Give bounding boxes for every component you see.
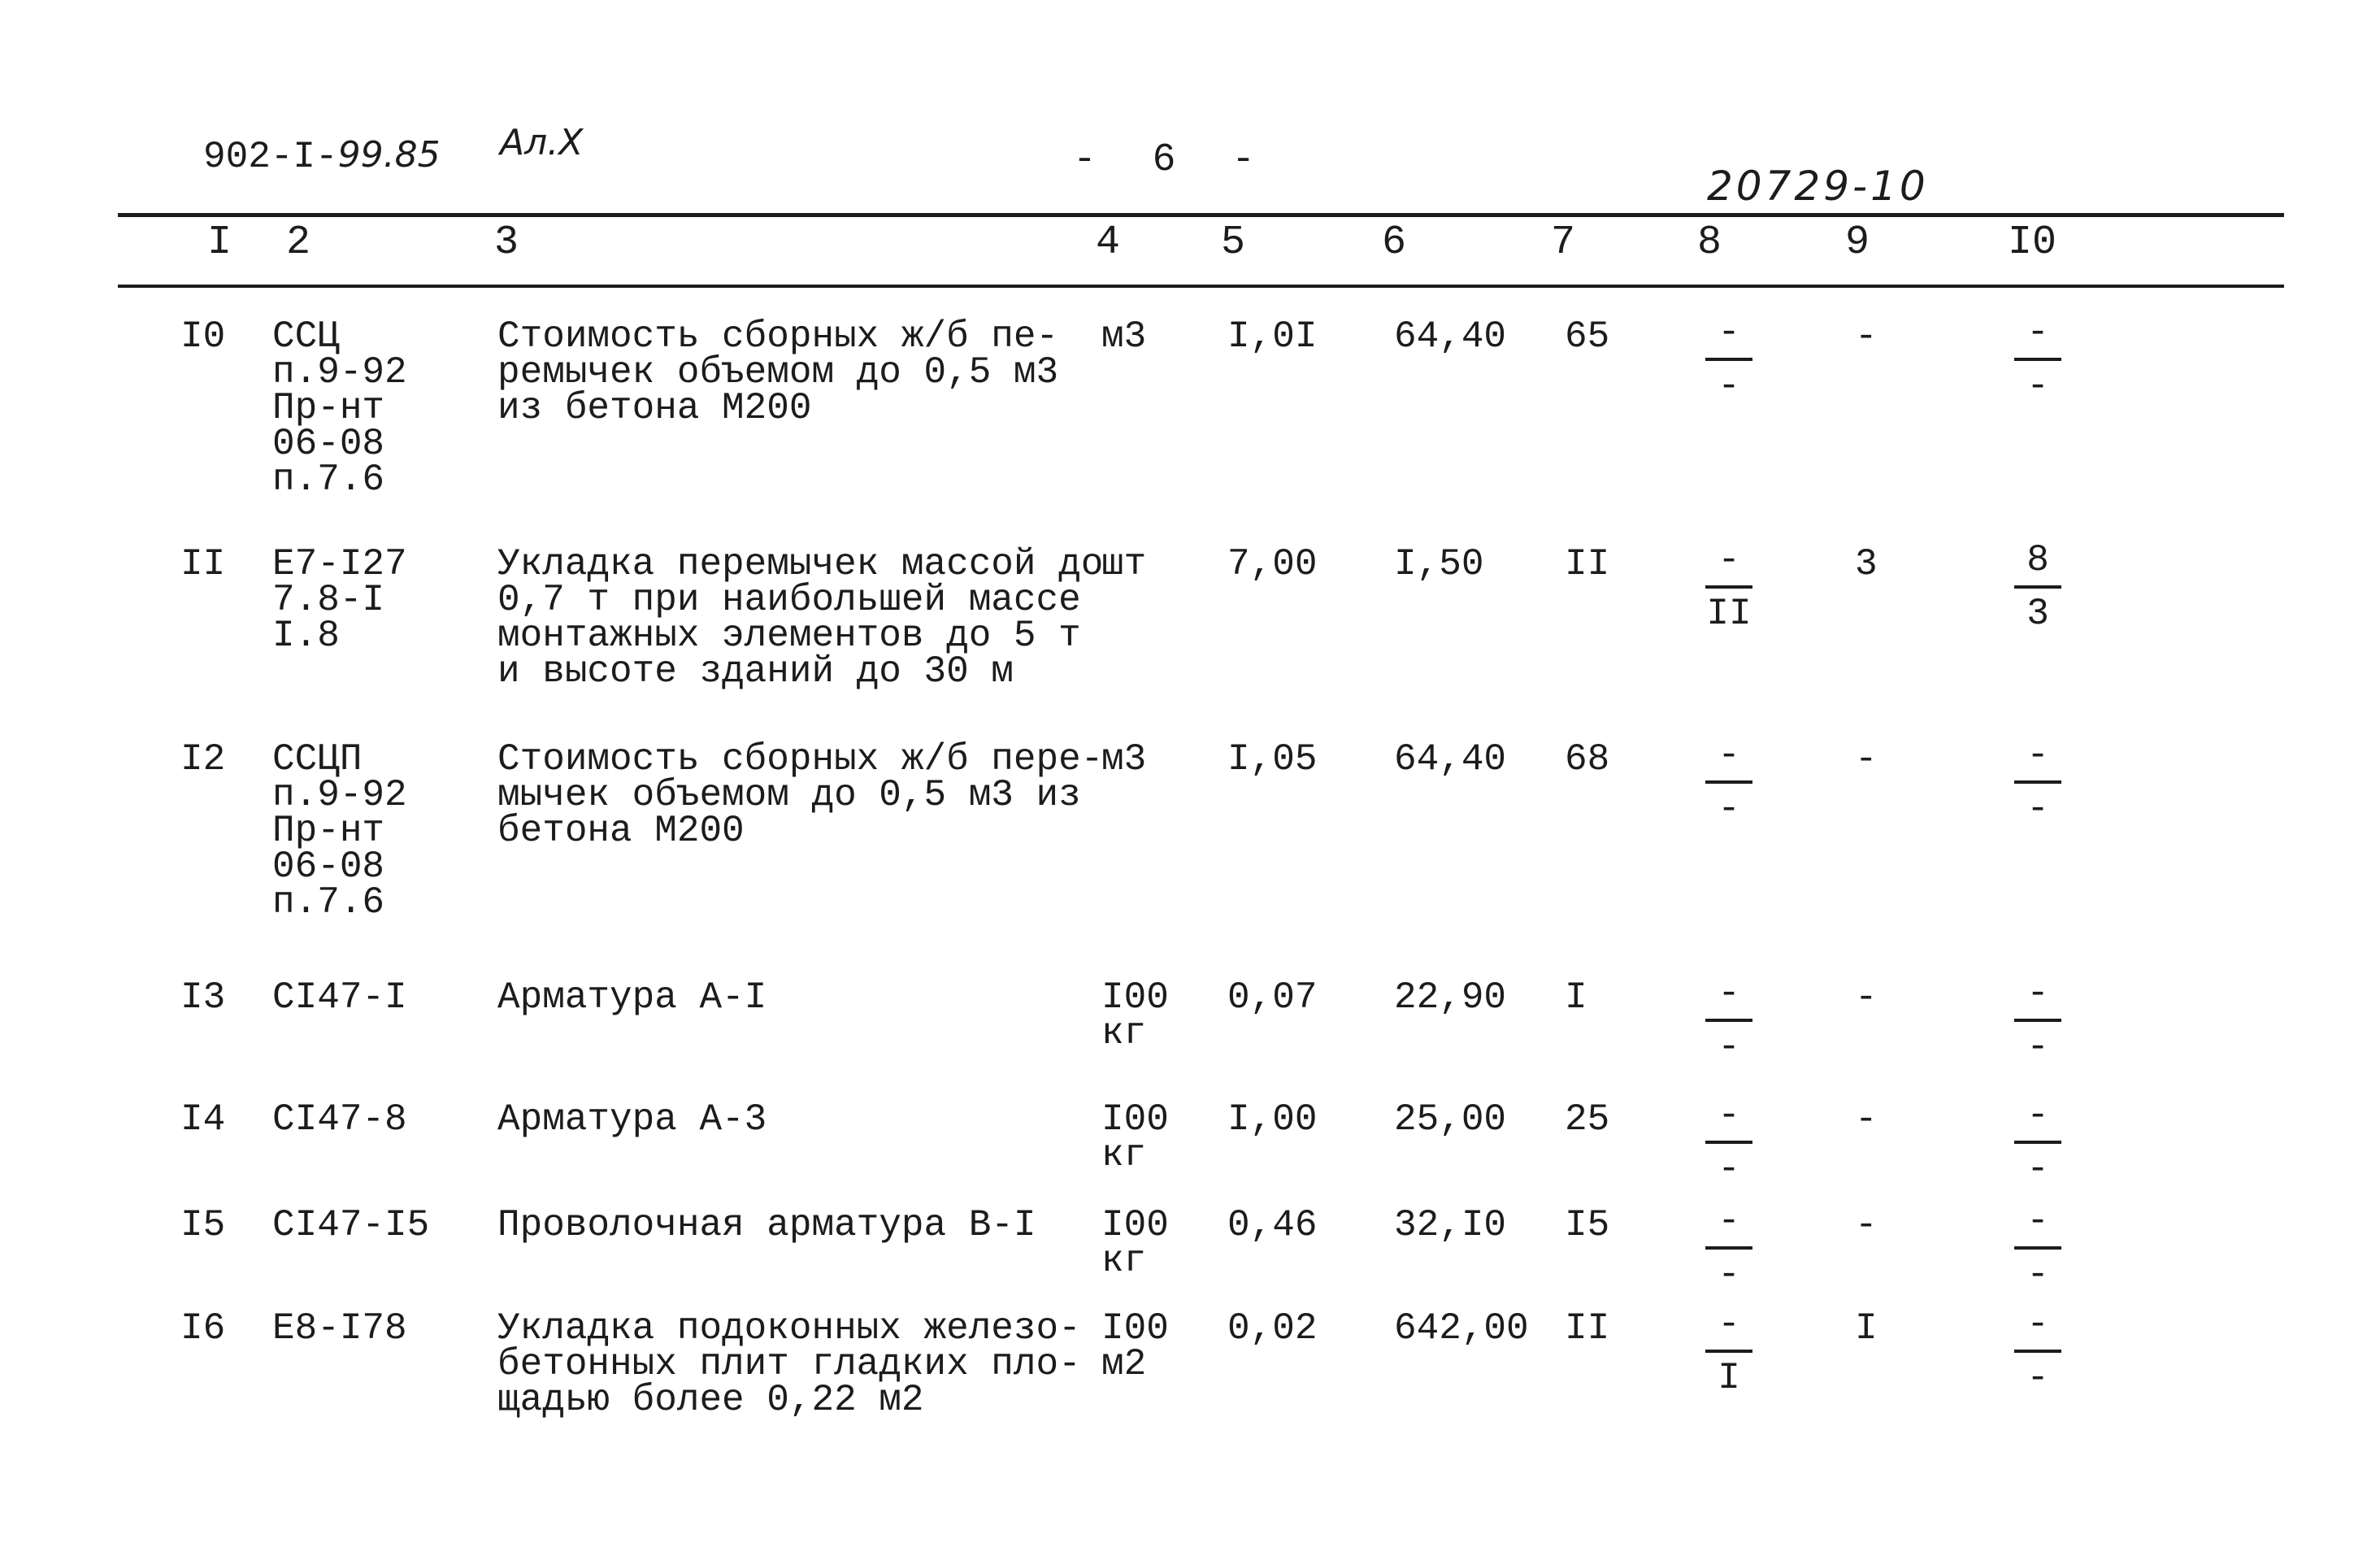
row-number: I6 — [180, 1307, 226, 1350]
row-total: I5 — [1565, 1204, 1610, 1246]
row-col9: I — [1855, 1307, 1878, 1350]
row-col8-fraction — [1700, 541, 1757, 633]
row-col8-fraction-numerator: - — [1718, 972, 1740, 1015]
column-header-6: 6 — [1382, 220, 1407, 266]
row-col10-fraction-denominator: - — [2026, 1357, 2049, 1399]
row-col8-fraction-numerator: - — [1718, 539, 1740, 581]
row-col8-fraction-numerator: - — [1718, 1094, 1740, 1137]
row-unit: I00 м2 — [1101, 1307, 1169, 1385]
row-col8-fraction-denominator: II — [1706, 593, 1752, 635]
row-quantity: I,0I — [1227, 315, 1318, 358]
row-description: Укладка подоконных железо- бетонных плит гладких пло- щадью более 0,22 м2 — [497, 1307, 1081, 1421]
row-col8-fraction-denominator: - — [1718, 1148, 1740, 1190]
row-unit: м3 — [1101, 738, 1147, 780]
row-col10-fraction-numerator: - — [2026, 1303, 2049, 1345]
row-col8-fraction — [1700, 1094, 1757, 1190]
row-description: Укладка перемычек массой до 0,7 т при наибольшей массе монтажных элементов до 5 т и высоте зданий до 30 м — [497, 543, 1104, 693]
row-unit-price: 642,00 — [1394, 1307, 1529, 1350]
row-number: I3 — [180, 976, 226, 1019]
row-col8-fraction-numerator: - — [1718, 1200, 1740, 1242]
row-number: II — [180, 543, 226, 585]
row-col8-fraction — [1700, 972, 1757, 1068]
row-total: I — [1565, 976, 1587, 1019]
row-unit-price: 64,40 — [1394, 315, 1507, 358]
row-col8-fraction — [1700, 1200, 1757, 1296]
row-description: Стоимость сборных ж/б пе- ремычек объемом до 0,5 м3 из бетона М200 — [497, 315, 1059, 429]
row-unit: шт — [1101, 543, 1147, 585]
row-code: СI47-I5 — [272, 1204, 430, 1246]
row-unit-price: 32,I0 — [1394, 1204, 1507, 1246]
row-total: II — [1565, 543, 1610, 585]
row-col8-fraction-denominator: - — [1718, 788, 1740, 830]
row-unit: I00 кг — [1101, 1204, 1169, 1282]
row-code: СI47-8 — [272, 1098, 407, 1141]
column-header-9: 9 — [1845, 220, 1870, 266]
row-unit: м3 — [1101, 315, 1147, 358]
row-description: Стоимость сборных ж/б пере- мычек объемом до 0,5 м3 из бетона М200 — [497, 738, 1104, 852]
row-col8-fraction-denominator: I — [1718, 1357, 1740, 1399]
row-number: I5 — [180, 1204, 226, 1246]
column-header-3: 3 — [494, 220, 519, 266]
row-col8-fraction — [1700, 734, 1757, 830]
row-col8-fraction — [1700, 1303, 1757, 1399]
row-code: СI47-I — [272, 976, 407, 1019]
row-col10-fraction-numerator: - — [2026, 734, 2049, 776]
row-col9: - — [1855, 315, 1878, 358]
row-col10-fraction — [2009, 311, 2066, 407]
column-header-7: 7 — [1551, 220, 1576, 266]
stamp-number: 20729-10 — [1707, 163, 1929, 210]
row-col8-fraction-denominator: - — [1718, 1026, 1740, 1068]
row-total: 65 — [1565, 315, 1610, 358]
row-col10-fraction — [2009, 1094, 2066, 1190]
row-number: I2 — [180, 738, 226, 780]
column-header-5: 5 — [1221, 220, 1246, 266]
row-col9: - — [1855, 1204, 1878, 1246]
row-quantity: I,00 — [1227, 1098, 1318, 1141]
row-col10-fraction-numerator: - — [2026, 311, 2049, 354]
row-code: ССЦ п.9-92 Пр-нт 06-08 п.7.6 — [272, 315, 407, 501]
row-col10-fraction-denominator: - — [2026, 1148, 2049, 1190]
column-header-8: 8 — [1697, 220, 1722, 266]
row-unit-price: 25,00 — [1394, 1098, 1507, 1141]
row-col10-fraction-denominator: - — [2026, 788, 2049, 830]
column-header-4: 4 — [1096, 220, 1121, 266]
row-col8-fraction-numerator: - — [1718, 311, 1740, 354]
row-total: II — [1565, 1307, 1610, 1350]
row-quantity: I,05 — [1227, 738, 1318, 780]
column-header-2: 2 — [286, 220, 311, 266]
row-col10-fraction-denominator: - — [2026, 1254, 2049, 1296]
row-col10-fraction-denominator: - — [2026, 365, 2049, 407]
row-col8-fraction — [1700, 311, 1757, 407]
row-col10-fraction-numerator: - — [2026, 972, 2049, 1015]
album-label: Ал.Х — [500, 122, 584, 163]
row-col8-fraction-numerator: - — [1718, 1303, 1740, 1345]
row-col9: - — [1855, 738, 1878, 780]
row-col10-fraction — [2009, 541, 2066, 633]
row-col10-fraction-numerator: - — [2026, 1200, 2049, 1242]
row-unit-price: 64,40 — [1394, 738, 1507, 780]
row-col9: - — [1855, 976, 1878, 1019]
doc-number — [203, 134, 441, 178]
row-col9: 3 — [1855, 543, 1878, 585]
row-unit-price: I,50 — [1394, 543, 1484, 585]
row-col8-fraction-numerator: - — [1718, 734, 1740, 776]
row-quantity: 7,00 — [1227, 543, 1318, 585]
row-description: Арматура А-I — [497, 976, 767, 1019]
row-code: ССЦП п.9-92 Пр-нт 06-08 п.7.6 — [272, 738, 407, 924]
row-description: Арматура А-3 — [497, 1098, 767, 1141]
row-col8-fraction-denominator: - — [1718, 1254, 1740, 1296]
row-description: Проволочная арматура В-I — [497, 1204, 1036, 1246]
row-code: Е7-I27 7.8-I I.8 — [272, 543, 407, 657]
row-col10-fraction — [2009, 1200, 2066, 1296]
doc-number-handwritten: 99.85 — [337, 134, 441, 176]
row-col8-fraction-denominator: - — [1718, 365, 1740, 407]
column-header-1: I — [207, 220, 232, 266]
top-rule — [118, 213, 2284, 217]
row-quantity: 0,02 — [1227, 1307, 1318, 1350]
row-unit: I00 кг — [1101, 976, 1169, 1054]
row-col10-fraction-denominator: 3 — [2026, 593, 2049, 635]
row-unit: I00 кг — [1101, 1098, 1169, 1176]
page-number: - 6 - — [1073, 138, 1256, 182]
row-col10-fraction-numerator: - — [2026, 1094, 2049, 1137]
row-total: 68 — [1565, 738, 1610, 780]
row-quantity: 0,46 — [1227, 1204, 1318, 1246]
row-col10-fraction — [2009, 972, 2066, 1068]
row-col10-fraction-numerator: 8 — [2026, 539, 2049, 581]
row-number: I4 — [180, 1098, 226, 1141]
row-total: 25 — [1565, 1098, 1610, 1141]
row-quantity: 0,07 — [1227, 976, 1318, 1019]
row-code: Е8-I78 — [272, 1307, 407, 1350]
row-col10-fraction — [2009, 1303, 2066, 1399]
row-col9: - — [1855, 1098, 1878, 1141]
row-unit-price: 22,90 — [1394, 976, 1507, 1019]
doc-number-printed: 902-I- — [203, 136, 338, 178]
row-col10-fraction — [2009, 734, 2066, 830]
row-number: I0 — [180, 315, 226, 358]
header-bottom-rule — [118, 285, 2284, 288]
column-header-10: I0 — [2008, 220, 2057, 266]
row-col10-fraction-denominator: - — [2026, 1026, 2049, 1068]
